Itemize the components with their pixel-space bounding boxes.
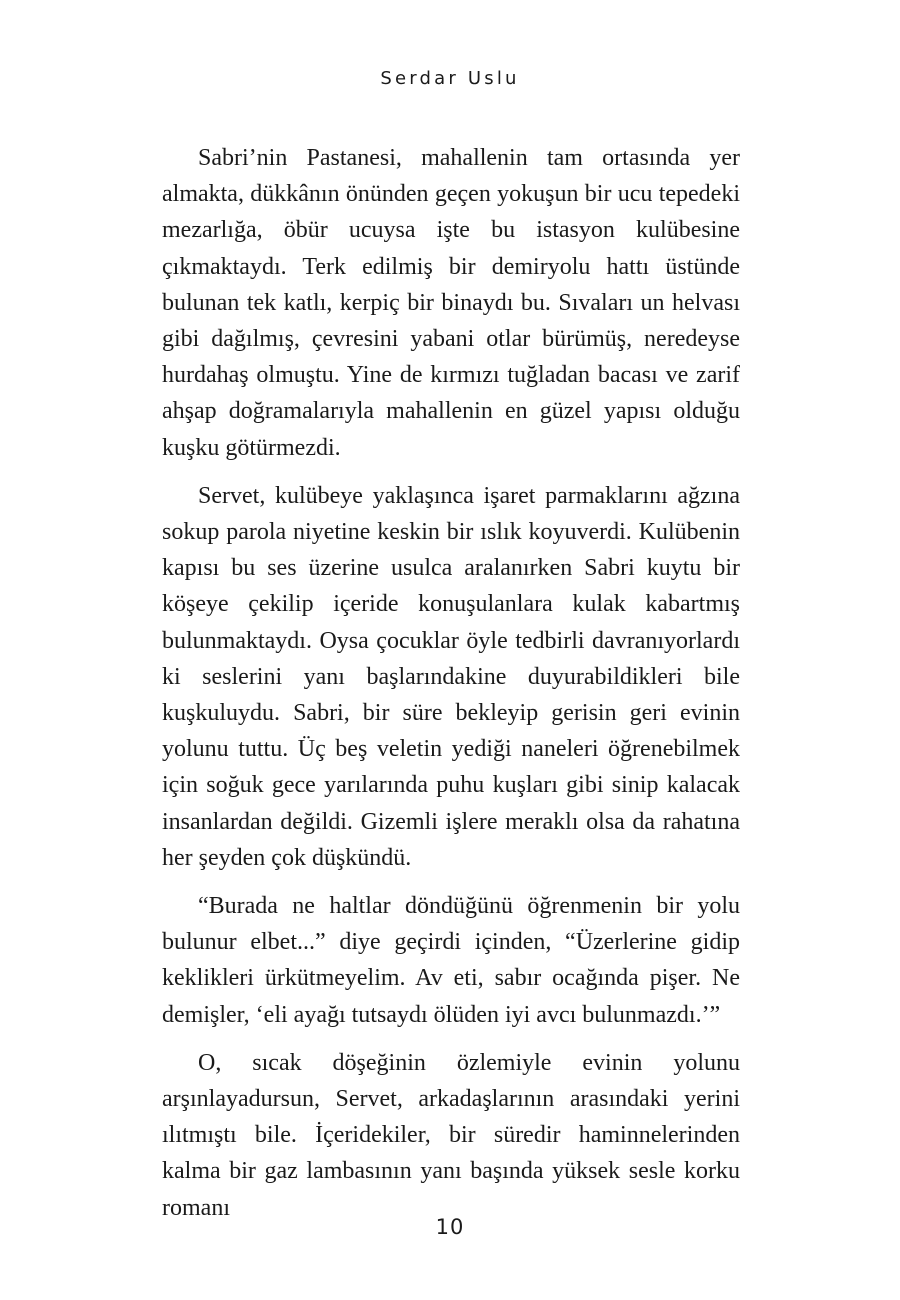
paragraph: O, sıcak döşeğinin özlemiyle evinin yolunu arşınlayadursun, Servet, arkadaşlarının arasındaki yerini ılıtmıştı bile. İçeridekiler, bir süredir haminnelerinden kalma bir gaz lambasının yanı başında yüksek sesle korku romanı [162, 1049, 740, 1221]
page-number: 10 [435, 1215, 465, 1239]
running-header-author: Serdar Uslu [380, 68, 520, 89]
paragraph: “Burada ne haltlar döndüğünü öğrenmenin bir yolu bulunur elbet...” diye geçirdi içinden, “Üzerlerine gidip keklikleri ürkütmeyelim. Av eti, sabır ocağında pişer. Ne demişler, ‘eli ayağı tutsaydı ölüden iyi avcı bulunmazdı.’” [162, 893, 740, 1028]
body-text [162, 140, 740, 1238]
paragraph: Servet, kulübeye yaklaşınca işaret parmaklarını ağzına sokup parola niyetine keskin bir ıslık koyuverdi. Kulübenin kapısı bu ses üzerine usulca aralanırken Sabri kuytu bir köşeye çekilip içeride konuşulanlara kulak kabartmış bulunmaktaydı. Oysa çocuklar öyle tedbirli davranıyorlardı ki seslerini yanı başlarındakine duyurabildikleri bile kuşkuluydu. Sabri, bir süre bekleyip gerisin geri evinin yolunu tuttu. Üç beş veletin yediği naneleri öğrenebilmek için soğuk gece yarılarında puhu kuşları gibi sinip kalacak insanlardan değildi. Gizemli işlere meraklı olsa da rahatına her şeyden çok düşkündü. [162, 482, 740, 871]
paragraph: Sabri’nin Pastanesi, mahallenin tam ortasında yer almakta, dükkânın önünden geçen yokuşun bir ucu tepedeki mezarlığa, öbür ucuysa işte bu istasyon kulübesine çıkmaktaydı. Terk edilmiş bir demiryolu hattı üstünde bulunan tek katlı, kerpiç bir binaydı bu. Sıvaları un helvası gibi dağılmış, çevresini yabani otlar bürümüş, neredeyse hurdahaş olmuştu. Yine de kırmızı tuğladan bacası ve zarif ahşap doğramalarıyla mahallenin en güzel yapısı olduğu kuşku götürmezdi. [162, 145, 740, 461]
